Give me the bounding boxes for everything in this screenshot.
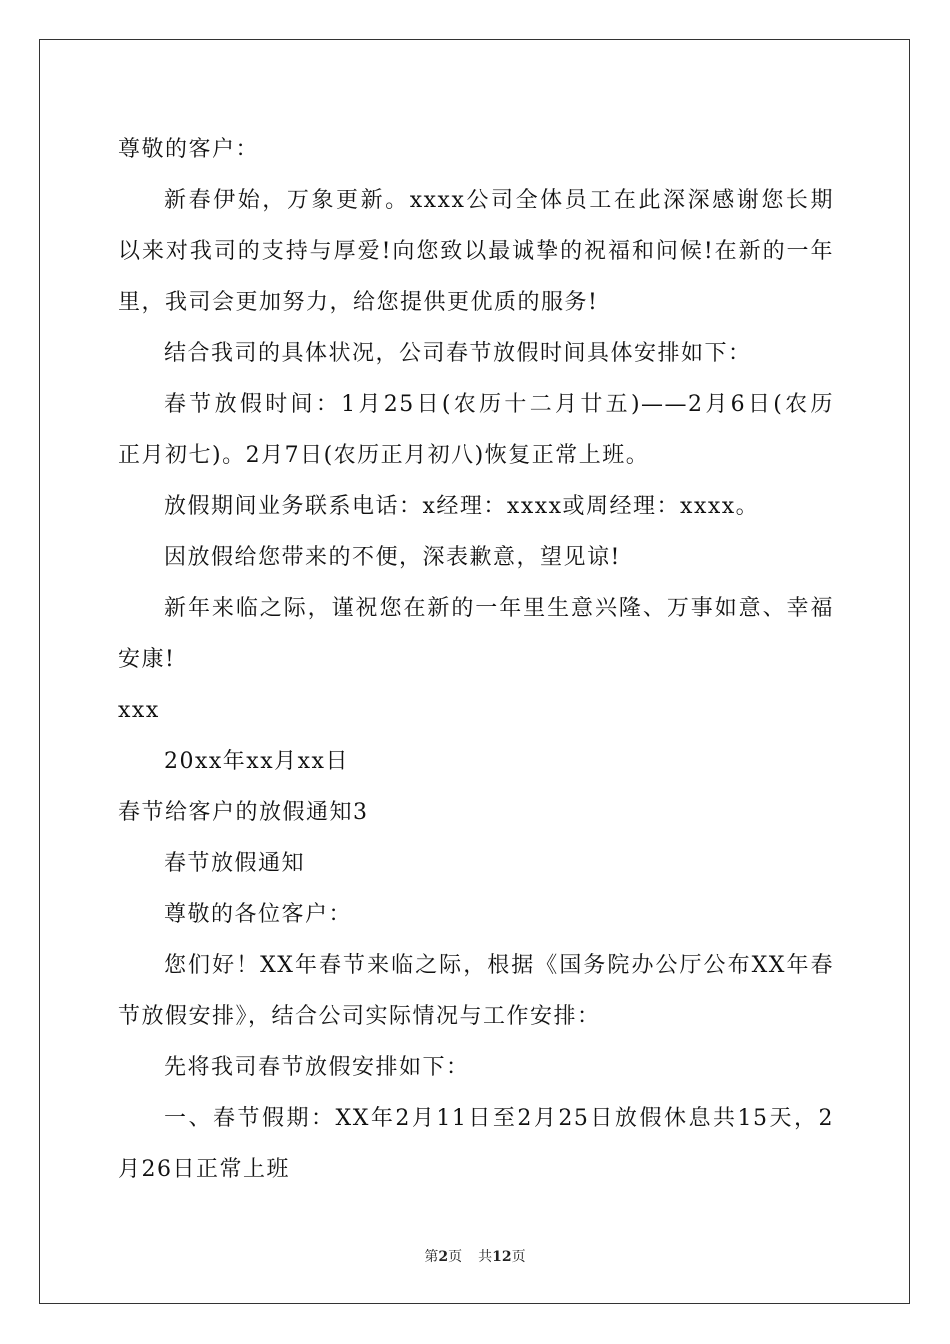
total-prefix: 共 xyxy=(478,1249,493,1265)
paragraph-line: 结合我司的具体状况，公司春节放假时间具体安排如下： xyxy=(164,341,752,366)
salutation: 尊敬的各位客户： xyxy=(164,902,353,927)
signature-name: xxx xyxy=(118,698,160,723)
paragraph-line: 正月初七)。2月7日(农历正月初八)恢复正常上班。 xyxy=(118,443,650,468)
total-suffix: 页 xyxy=(511,1249,526,1265)
page-current: 2 xyxy=(438,1249,449,1265)
paragraph-line: 里，我司会更加努力，给您提供更优质的服务! xyxy=(118,290,599,315)
paragraph-line: 您们好！XX年春节来临之际，根据《国务院办公厅公布XX年春 xyxy=(164,953,834,978)
page-suffix: 页 xyxy=(448,1249,463,1265)
paragraph-line: 放假期间业务联系电话：x经理：xxxx或周经理：xxxx。 xyxy=(164,494,760,519)
paragraph-line: 节放假安排》，结合公司实际情况与工作安排： xyxy=(118,1004,601,1029)
paragraph-line: 月26日正常上班 xyxy=(118,1157,290,1182)
paragraph-line: 因放假给您带来的不便，深表歉意，望见谅! xyxy=(164,545,621,570)
section-heading: 春节给客户的放假通知3 xyxy=(118,800,369,825)
signature-date: 20xx年xx月xx日 xyxy=(164,749,349,774)
notice-title: 春节放假通知 xyxy=(164,851,306,876)
paragraph-line: 安康! xyxy=(118,647,176,672)
page-prefix: 第 xyxy=(424,1249,439,1265)
salutation: 尊敬的客户： xyxy=(118,137,260,162)
paragraph-line: 一、春节假期：XX年2月11日至2月25日放假休息共15天，2 xyxy=(164,1106,834,1131)
page-total: 12 xyxy=(492,1249,512,1265)
page-footer xyxy=(0,1248,950,1266)
paragraph-line: 新年来临之际，谨祝您在新的一年里生意兴隆、万事如意、幸福 xyxy=(164,596,834,621)
paragraph-line: 先将我司春节放假安排如下： xyxy=(164,1055,470,1080)
document-body xyxy=(118,124,834,1195)
paragraph-line: 春节放假时间：1月25日(农历十二月廿五)——2月6日(农历 xyxy=(164,392,834,417)
paragraph-line: 以来对我司的支持与厚爱!向您致以最诚挚的祝福和问候!在新的一年 xyxy=(118,239,834,264)
paragraph-line: 新春伊始，万象更新。xxxx公司全体员工在此深深感谢您长期 xyxy=(164,188,834,213)
